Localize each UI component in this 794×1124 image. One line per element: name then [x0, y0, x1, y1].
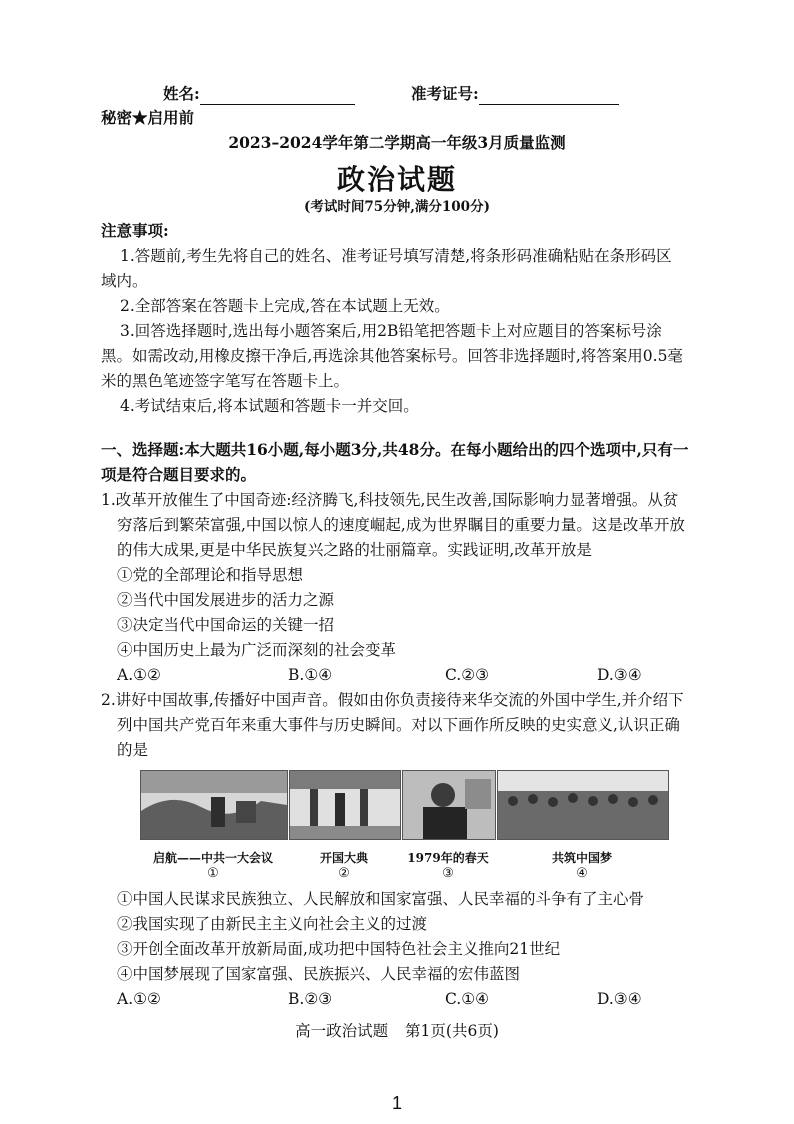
q1-option-d[interactable]: D.③④ [597, 666, 642, 684]
painting-3-image [402, 770, 496, 840]
q2-item: ②我国实现了由新民主主义向社会主义的过渡 [117, 915, 428, 933]
name-blank [200, 88, 355, 105]
exam-id-label: 准考证号: [411, 84, 479, 103]
painting-3-number: ③ [442, 866, 454, 881]
q2-item: ①中国人民谋求民族独立、人民解放和国家富强、人民幸福的斗争有了主心骨 [117, 890, 645, 908]
q2-option-a[interactable]: A.①② [117, 990, 161, 1008]
q1-item: ③决定当代中国命运的关键一招 [117, 616, 335, 634]
page-number: 1 [391, 1093, 402, 1113]
notice-heading: 注意事项: [101, 221, 169, 240]
q1-option-c[interactable]: C.②③ [445, 666, 490, 684]
page-footer: 高一政治试题 第1页(共6页) [295, 1022, 499, 1040]
q1-option-b[interactable]: B.①④ [288, 666, 333, 684]
q1-item: ②当代中国发展进步的活力之源 [117, 591, 335, 609]
painting-4-caption: 共筑中国梦 [551, 851, 612, 865]
q1-stem: 1.改革开放催生了中国奇迹:经济腾飞,科技领先,民生改善,国际影响力显著增强。从贫 [101, 491, 679, 509]
exam-id-field [411, 83, 619, 105]
q2-option-b[interactable]: B.②③ [288, 990, 333, 1008]
painting-4-image [497, 770, 669, 840]
section-heading: 一、选择题:本大题共16小题,每小题3分,共48分。在每小题给出的四个选项中,只有一 [101, 440, 689, 459]
exam-duration: (考试时间75分钟,满分100分) [304, 199, 490, 215]
section-heading-cont: 项是符合题目要求的。 [101, 465, 257, 484]
notice-line: 4.考试结束后,将本试题和答题卡一并交回。 [120, 397, 419, 415]
q2-stem: 2.讲好中国故事,传播好中国声音。假如由你负责接待来华交流的外国中学生,并介绍下 [101, 691, 684, 709]
painting-2-caption: 开国大典 [319, 851, 368, 865]
painting-2-image [289, 770, 401, 840]
notice-line: 域内。 [101, 272, 148, 290]
q1-option-a[interactable]: A.①② [117, 666, 161, 684]
q1-item: ④中国历史上最为广泛而深刻的社会变革 [117, 641, 397, 659]
q1-stem: 的伟大成果,更是中华民族复兴之路的壮丽篇章。实践证明,改革开放是 [117, 541, 592, 559]
q2-stem: 的是 [117, 741, 149, 759]
painting-1-image [140, 770, 288, 840]
exam-subtitle: 2023–2024学年第二学期高一年级3月质量监测 [228, 133, 566, 152]
notice-line: 1.答题前,考生先将自己的姓名、准考证号填写清楚,将条形码准确粘贴在条形码区 [120, 247, 672, 265]
notice-line: 黑。如需改动,用橡皮擦干净后,再选涂其他答案标号。回答非选择题时,将答案用0.5毫 [101, 347, 683, 365]
painting-1-number: ① [207, 866, 219, 881]
q2-stem: 列中国共产党百年来重大事件与历史瞬间。对以下画作所反映的史实意义,认识正确 [117, 716, 680, 734]
name-label: 姓名: [163, 84, 200, 103]
q2-item: ③开创全面改革开放新局面,成功把中国特色社会主义推向21世纪 [117, 940, 561, 958]
notice-line: 米的黑色笔迹签字笔写在答题卡上。 [101, 372, 350, 390]
painting-3-caption: 1979年的春天 [407, 851, 489, 865]
name-field [163, 83, 355, 105]
page-title: 政治试题 [336, 163, 457, 196]
secret-tag: 秘密★启用前 [101, 108, 195, 127]
q1-item: ①党的全部理论和指导思想 [117, 566, 304, 584]
exam-id-blank [479, 88, 619, 105]
q2-option-d[interactable]: D.③④ [597, 990, 642, 1008]
painting-1-caption: 启航——中共一大会议 [152, 851, 273, 865]
notice-line: 3.回答选择题时,选出每小题答案后,用2B铅笔把答题卡上对应题目的答案标号涂 [120, 322, 662, 340]
q1-stem: 穷落后到繁荣富强,中国以惊人的速度崛起,成为世界瞩目的重要力量。这是改革开放 [117, 516, 685, 534]
painting-4-number: ④ [576, 866, 588, 881]
q2-item: ④中国梦展现了国家富强、民族振兴、人民幸福的宏伟蓝图 [117, 965, 521, 983]
notice-line: 2.全部答案在答题卡上完成,答在本试题上无效。 [120, 297, 450, 315]
painting-2-number: ② [338, 866, 350, 881]
q2-option-c[interactable]: C.①④ [445, 990, 490, 1008]
